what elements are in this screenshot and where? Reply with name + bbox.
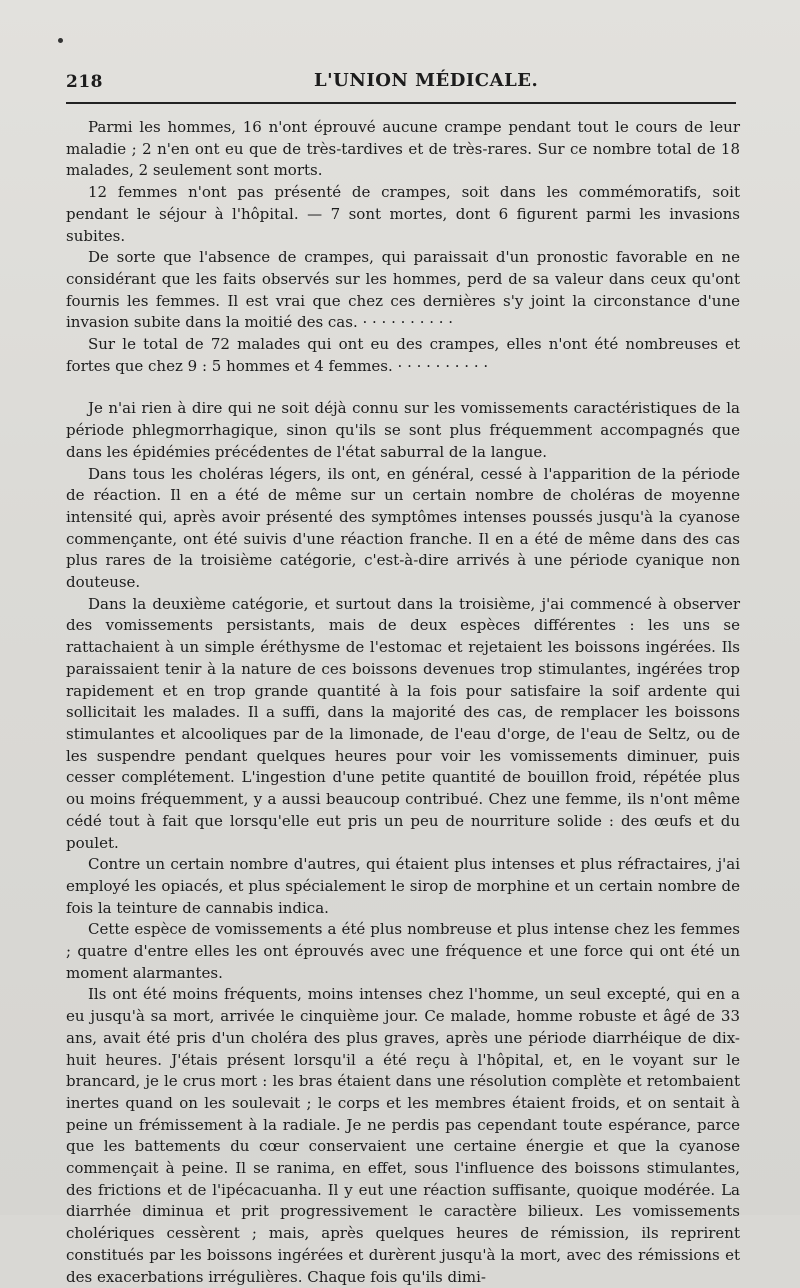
paragraph: Ils ont été moins fréquents, moins intenses chez l'homme, un seul excepté, qui en a eu jusqu'à sa mort, arrivée le cinquième jour. Ce malade, homme robuste et âgé de 33 ans, avait été pris d'un choléra des plus graves, après une période diarrhéique de dix-huit heures. J'étais présent lorsqu'il a été reçu à l'hôpital, et, en le voyant sur le brancard, je le crus mort : les bras étaient dans une résolution complète et retombaient inertes quand on les soulevait ; le corps et les membres étaient froids, et on sentait à peine un frémissement à la radiale. Je ne perdis pas cependant toute espérance, parce que les battements du cœur conservaient une certaine énergie et que la cyanose commençait à peine. Il se ranima, en effet, sous l'influence des boissons stimulantes, des frictions et de l'ipécacuanha. Il y eut une réaction suffisante, quoique modérée. La diarrhée diminua et prit progressivement le caractère bilieux. Les vomissements cholériques cessèrent ; mais, après quelques heures de rémission, ils reprirent constitués par les boissons ingérées et durèrent jusqu'à la mort, avec des rémissions et des exacerbations irrégulières. Chaque fois qu'ils dimi- — [66, 985, 740, 1286]
paragraph: Parmi les hommes, 16 n'ont éprouvé aucune crampe pendant tout le cours de leur maladie ; 2 n'en ont eu que de très-tardives et de très-rares. Sur ce nombre total de 18 malades, 2 seulement sont morts. — [66, 118, 740, 180]
paragraph: Dans la deuxième catégorie, et surtout dans la troisième, j'ai commencé à observer des vomissements persistants, mais de deux espèces différentes : les uns se rattachaient à un simple éréthysme de l'estomac et rejetaient les boissons ingérées. Ils paraissaient tenir à la nature de ces boissons devenues trop stimulantes, ingérées trop rapidement et en trop grande quantité à la fois pour satisfaire la soif ardente qui sollicitait les malades. Il a suffi, dans la majorité des cas, de remplacer les boissons stimulantes et alcooliques par de la limonade, de l'eau d'orge, de l'eau de Seltz, ou de les suspendre pendant quelques heures pour voir les vomissements diminuer, puis cesser complétement. L'ingestion d'une petite quantité de bouillon froid, répétée plus ou moins fréquemment, y a aussi beaucoup contribué. Chez une femme, ils n'ont même cédé tout à fait que lorsqu'elle eut pris un peu de nourriture solide : des œufs et du poulet. — [66, 594, 740, 852]
page-header — [66, 70, 736, 98]
paragraph: Contre un certain nombre d'autres, qui étaient plus intenses et plus réfractaires, j'ai employé les opiacés, et plus spécialement le sirop de morphine et un certain nombre de fois la teinture de cannabis indica. — [66, 855, 740, 917]
paragraph: 12 femmes n'ont pas présenté de crampes, soit dans les commémoratifs, soit pendant le séjour à l'hôpital. — 7 sont mortes, dont 6 figurent parmi les invasions subites. — [66, 183, 740, 245]
page-number: 218 — [66, 72, 103, 92]
running-title: L'UNION MÉDICALE. — [314, 70, 539, 91]
paragraph: De sorte que l'absence de crampes, qui paraissait d'un pronostic favorable en ne considérant que les faits observés sur les hommes, perd de sa valeur dans ceux qu'ont fournis les femmes. Il est vrai que chez ces dernières s'y joint la circonstance d'une invasion subite dans la moitié des cas. · · · · · · · · · · — [66, 248, 740, 332]
paragraph: Sur le total de 72 malades qui ont eu des crampes, elles n'ont été nombreuses et fortes que chez 9 : 5 hommes et 4 femmes. · · · · · · · · · · — [66, 335, 740, 375]
paragraph: Je n'ai rien à dire qui ne soit déjà connu sur les vomissements caractéristiques de la période phlegmorrhagique, sinon qu'ils se sont plus fréquemment accompagnés que dans les épidémies précédentes de l'état saburral de la langue. — [66, 399, 740, 461]
body-text — [66, 117, 740, 1288]
header-rule — [66, 102, 736, 104]
paragraph: Cette espèce de vomissements a été plus nombreuse et plus intense chez les femmes ; quatre d'entre elles les ont éprouvés avec une fréquence et une force qui ont été un moment alarmantes. — [66, 920, 740, 982]
paragraph: Dans tous les choléras légers, ils ont, en général, cessé à l'apparition de la période de réaction. Il en a été de même sur un certain nombre de choléras de moyenne intensité qui, après avoir présenté des symptômes intenses poussés jusqu'à la cyanose commençante, ont été suivis d'une réaction franche. Il en a été de même dans des cas plus rares de la troisième catégorie, c'est-à-dire arrivés à une période cyanique non douteuse. — [66, 464, 740, 592]
ink-speck — [58, 38, 63, 43]
